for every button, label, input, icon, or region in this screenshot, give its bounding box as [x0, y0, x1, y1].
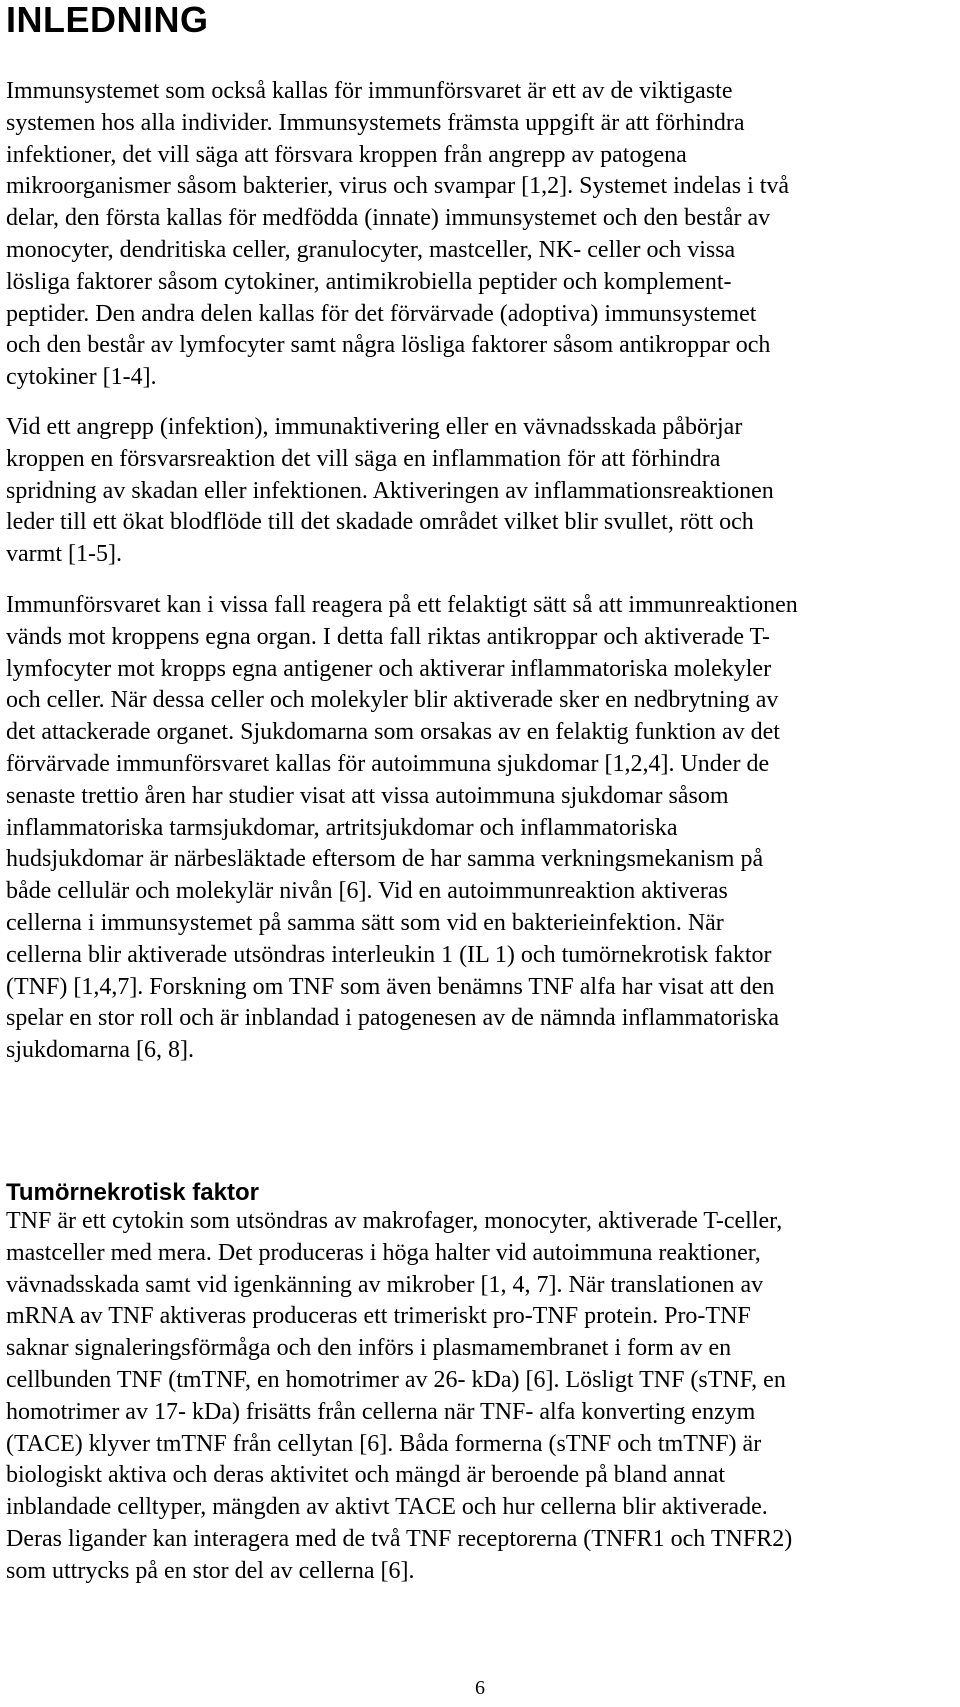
text-line: cellerna i immunsystemet på samma sätt som vid en bakterieinfektion. När	[6, 909, 724, 936]
text-line: och celler. När dessa celler och molekyler blir aktiverade sker en nedbrytning av	[6, 687, 779, 714]
paragraph-tnf	[6, 1206, 792, 1588]
text-line: lymfocyter mot kropps egna antigener och aktiverar inflammatoriska molekyler	[6, 655, 772, 682]
text-line: cellerna blir aktiverade utsöndras interleukin 1 (IL 1) och tumörnekrotisk faktor	[6, 941, 772, 968]
text-line: senaste trettio åren har studier visat att vissa autoimmuna sjukdomar såsom	[6, 782, 729, 809]
text-line: cellbunden TNF (tmTNF, en homotrimer av 26- kDa) [6]. Lösligt TNF (sTNF, en	[6, 1366, 786, 1393]
text-line: kroppen en försvarsreaktion det vill säga en inflammation för att förhindra	[6, 445, 721, 472]
paragraph-immune-system	[6, 76, 789, 394]
document-page	[6, 0, 956, 1584]
text-line: hudsjukdomar är närbesläktade eftersom de har samma verkningsmekanism på	[6, 846, 764, 873]
text-line: delar, den första kallas för medfödda (innate) immunsystemet och den består av	[6, 205, 771, 232]
text-line: saknar signaleringsförmåga och den införs i plasmamembranet i form av en	[6, 1335, 732, 1362]
text-line: Vid ett angrepp (infektion), immunaktivering eller en vävnadsskada påbörjar	[6, 414, 743, 440]
paragraph-inflammation	[6, 412, 774, 571]
text-line: sjukdomarna [6, 8].	[6, 1037, 194, 1064]
subsection-heading: Tumörnekrotisk faktor	[6, 1179, 259, 1206]
text-line: homotrimer av 17- kDa) frisätts från cellerna när TNF- alfa konverting enzym	[6, 1398, 756, 1425]
text-line: spridning av skadan eller infektionen. Aktiveringen av inflammationsreaktionen	[6, 477, 774, 504]
text-line: vävnadsskada samt vid igenkänning av mikrober [1, 4, 7]. När translationen av	[6, 1271, 764, 1298]
text-line: Immunförsvaret kan i vissa fall reagera på ett felaktigt sätt så att immunreaktionen	[6, 592, 798, 618]
text-line: infektioner, det vill säga att försvara kroppen från angrepp av patogena	[6, 141, 687, 168]
text-line: det attackerade organet. Sjukdomarna som orsakas av en felaktig funktion av det	[6, 719, 780, 746]
text-line: (TACE) klyver tmTNF från cellytan [6]. Båda formerna (sTNF och tmTNF) är	[6, 1430, 762, 1457]
text-line: förvärvade immunförsvaret kallas för autoimmuna sjukdomar [1,2,4]. Under de	[6, 750, 770, 777]
page-number: 6	[475, 1677, 485, 1699]
text-line: (TNF) [1,4,7]. Forskning om TNF som även benämns TNF alfa har visat att den	[6, 973, 775, 1000]
text-line: varmt [1-5].	[6, 541, 122, 568]
text-line: både cellulär och molekylär nivån [6]. Vid en autoimmunreaktion aktiveras	[6, 878, 728, 905]
text-line: monocyter, dendritiska celler, granulocyter, mastceller, NK- celler och vissa	[6, 236, 736, 263]
text-line: inblandade celltyper, mängden av aktivt TACE och hur cellerna blir aktiverade.	[6, 1494, 768, 1521]
text-line: systemen hos alla individer. Immunsystemets främsta uppgift är att förhindra	[6, 109, 745, 136]
text-line: spelar en stor roll och är inblandad i patogenesen av de nämnda inflammatoriska	[6, 1005, 780, 1032]
text-line: leder till ett ökat blodflöde till det skadade området vilket blir svullet, rött och	[6, 509, 754, 536]
paragraph-autoimmunity	[6, 590, 798, 1067]
text-line: mikroorganismer såsom bakterier, virus och svampar [1,2]. Systemet indelas i två	[6, 173, 790, 200]
text-line: lösliga faktorer såsom cytokiner, antimikrobiella peptider och komplement-	[6, 268, 732, 295]
section-heading: INLEDNING	[6, 0, 209, 40]
text-line: mRNA av TNF aktiveras produceras ett trimeriskt pro-TNF protein. Pro-TNF	[6, 1303, 751, 1330]
text-line: peptider. Den andra delen kallas för det förvärvade (adoptiva) immunsystemet	[6, 300, 757, 327]
text-line: vänds mot kroppens egna organ. I detta fall riktas antikroppar och aktiverade T-	[6, 623, 770, 650]
text-line: cytokiner [1-4].	[6, 364, 157, 391]
text-line: inflammatoriska tarmsjukdomar, artritsjukdomar och inflammatoriska	[6, 814, 678, 841]
text-line: TNF är ett cytokin som utsöndras av makrofager, monocyter, aktiverade T-celler,	[6, 1208, 783, 1234]
text-line: biologiskt aktiva och deras aktivitet och mängd är beroende på bland annat	[6, 1462, 726, 1489]
text-line: och den består av lymfocyter samt några lösliga faktorer såsom antikroppar och	[6, 332, 771, 359]
text-line: som uttrycks på en stor del av cellerna [6].	[6, 1557, 415, 1584]
text-line: Deras ligander kan interagera med de två TNF receptorerna (TNFR1 och TNFR2)	[6, 1525, 793, 1552]
text-line: mastceller med mera. Det produceras i höga halter vid autoimmuna reaktioner,	[6, 1239, 761, 1266]
text-line: Immunsystemet som också kallas för immunförsvaret är ett av de viktigaste	[6, 78, 733, 104]
